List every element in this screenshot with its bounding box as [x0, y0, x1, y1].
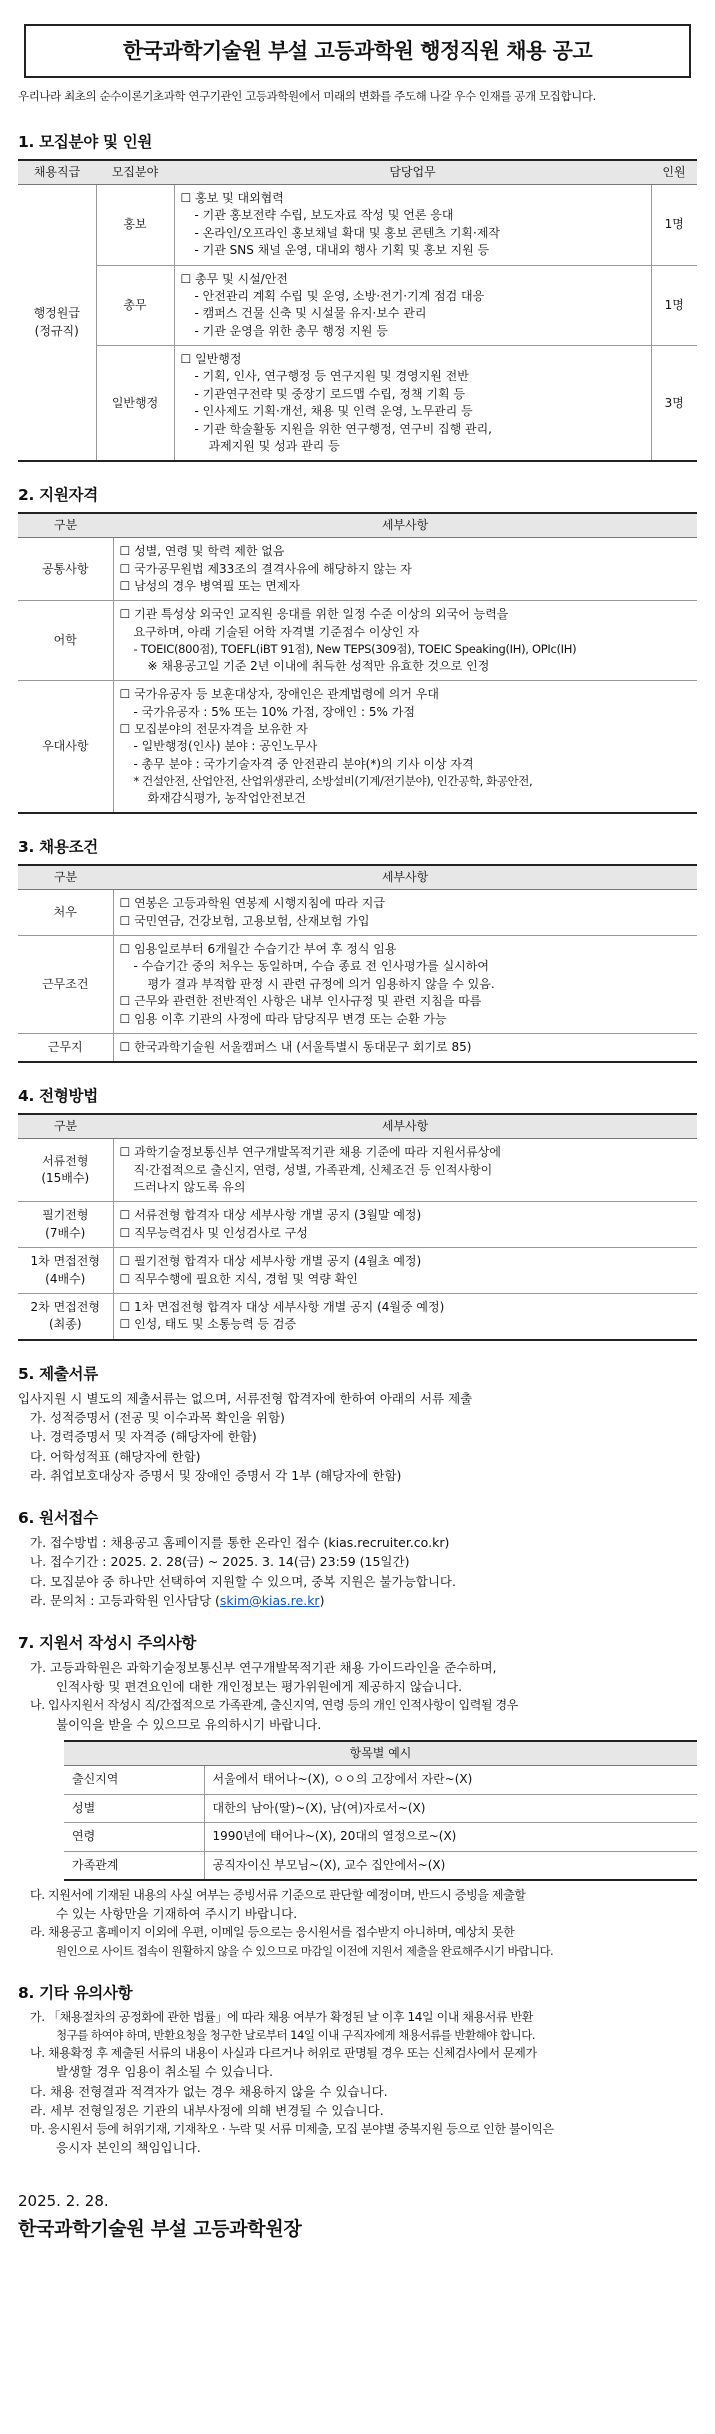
example-value: 공직자이신 부모님~(X), 교수 집안에서~(X) — [204, 1851, 697, 1880]
documents-block — [18, 1390, 697, 1485]
stage-name: 2차 면접전형 — [30, 1299, 100, 1314]
duty-line: - 안전관리 계획 수립 및 운영, 소방·전기·기계 점검 대응 — [194, 288, 485, 303]
stage-name: 1차 면접전형 — [30, 1254, 100, 1269]
row-label: 근무조건 — [18, 935, 113, 1033]
col-details: 세부사항 — [113, 513, 697, 538]
stage-name: 서류전형 — [42, 1153, 89, 1168]
section-4-heading: 4. 전형방법 — [18, 1087, 98, 1106]
detail-line: ☐ 과학기술정보통신부 연구개발목적기관 채용 기준에 따라 지원서류상에 — [119, 1145, 501, 1160]
application-item: 나. 접수기간 : 2025. 2. 28(금) ~ 2025. 3. 14(금) 23:59 (15일간) — [30, 1554, 410, 1570]
section-2-heading: 2. 지원자격 — [18, 486, 98, 505]
detail-line: ☐ 필기전형 합격자 대상 세부사항 개별 공지 (4월초 예정) — [119, 1254, 422, 1269]
stage-label — [18, 1293, 113, 1339]
row-label: 처우 — [18, 890, 113, 936]
detail-line: ☐ 한국과학기술원 서울캠퍼스 내 (서울특별시 동대문구 회기로 85) — [119, 1039, 472, 1054]
detail-line: ☐ 1차 면접전형 합격자 대상 세부사항 개별 공지 (4월중 예정) — [119, 1299, 445, 1314]
stage-ratio: (15배수) — [41, 1171, 90, 1186]
note-item: 가. 「채용절차의 공정화에 관한 법률」에 따라 채용 여부가 확정된 날 이후 14일 이내 채용서류 반환 — [30, 2009, 533, 2024]
duties-cell — [174, 346, 651, 462]
stage-label — [18, 1139, 113, 1202]
details-cell — [113, 1033, 697, 1062]
conditions-table — [18, 864, 697, 1064]
note-item: 청구를 하여야 하며, 반환요청을 청구한 날로부터 14일 이내 구직자에게 채용서류를 반환해야 합니다. — [56, 2028, 536, 2043]
signature: 한국과학기술원 부설 고등과학원장 — [18, 2218, 302, 2241]
caution-block — [18, 1659, 697, 1959]
details-cell — [113, 1248, 697, 1294]
duty-line: ☐ 일반행정 — [180, 352, 242, 367]
col-category: 구분 — [18, 513, 113, 538]
detail-line: ☐ 직무수행에 필요한 지식, 경험 및 역량 확인 — [119, 1271, 358, 1286]
example-key: 연령 — [64, 1823, 204, 1851]
duty-line: - 캠퍼스 건물 신축 및 시설물 유지·보수 관리 — [194, 306, 427, 321]
detail-line: ☐ 임용일로부터 6개월간 수습기간 부여 후 정식 임용 — [119, 941, 397, 956]
document-item: 나. 경력증명서 및 자격증 (해당자에 한함) — [30, 1429, 257, 1445]
detail-line: ☐ 임용 이후 기관의 사정에 따라 담당직무 변경 또는 순환 가능 — [119, 1011, 447, 1026]
details-cell — [113, 1202, 697, 1248]
announcement-date: 2025. 2. 28. — [18, 2192, 109, 2211]
page-title: 한국과학기술원 부설 고등과학원 행정직원 채용 공고 — [24, 24, 691, 78]
detail-line: ☐ 남성의 경우 병역필 또는 면제자 — [119, 579, 301, 594]
detail-line: - 일반행정(인사) 분야 : 공인노무사 — [133, 739, 318, 754]
section-5-heading: 5. 제출서류 — [18, 1364, 98, 1383]
duty-line: - 기관 홍보전략 수립, 보도자료 작성 및 언론 응대 — [194, 208, 454, 223]
duty-line: - 기관 SNS 채널 운영, 대내외 행사 기획 및 홍보 지원 등 — [194, 243, 490, 258]
detail-line: * 건설안전, 산업안전, 산업위생관리, 소방설비(기계/전기분야), 인간공학, 화공안전, — [133, 774, 533, 789]
document-item: 라. 취업보호대상자 증명서 및 장애인 증명서 각 1부 (해당자에 한함) — [30, 1467, 402, 1483]
note-item: 발생할 경우 임용이 취소될 수 있습니다. — [56, 2064, 274, 2080]
note-item: 응시자 본인의 책임입니다. — [56, 2140, 201, 2156]
note-item: 라. 세부 전형일정은 기관의 내부사정에 의해 변경될 수 있습니다. — [30, 2102, 384, 2118]
section-8-heading: 8. 기타 유의사항 — [18, 1983, 133, 2002]
caution-item: 불이익을 받을 수 있으므로 유의하시기 바랍니다. — [56, 1716, 322, 1732]
col-grade: 채용직급 — [18, 160, 96, 185]
caution-item: 나. 입사지원서 작성시 직/간접적으로 가족관계, 출신지역, 연령 등의 개인 인적사항이 입력될 경우 — [30, 1698, 518, 1713]
application-item: 가. 접수방법 : 채용공고 홈페이지를 통한 온라인 접수 (kias.recruiter.co.kr) — [30, 1535, 450, 1551]
application-block — [18, 1534, 697, 1610]
detail-line: - TOEIC(800점), TOEFL(iBT 91점), New TEPS(309점), TOEIC Speaking(IH), OPIc(IH) — [133, 642, 577, 657]
notes-block — [18, 2009, 697, 2157]
count-cell: 1명 — [651, 265, 697, 346]
detail-line: 요구하며, 아래 기술된 어학 자격별 기준점수 이상인 자 — [133, 624, 420, 639]
detail-line: ☐ 기관 특성상 외국인 교직원 응대를 위한 일정 수준 이상의 외국어 능력을 — [119, 607, 509, 622]
intro-text: 우리나라 최초의 순수이론기초과학 연구기관인 고등과학원에서 미래의 변화를 주도해 나갈 우수 인재를 공개 모집합니다. — [18, 89, 596, 104]
detail-line: ☐ 국가공무원법 제33조의 결격사유에 해당하지 않는 자 — [119, 561, 412, 576]
grade-sub-label: (정규직) — [34, 323, 79, 338]
details-cell — [113, 681, 697, 814]
example-value: 서울에서 태어나~(X), ㅇㅇ의 고장에서 자란~(X) — [204, 1766, 697, 1794]
field-cell: 총무 — [96, 265, 174, 346]
stage-name: 필기전형 — [42, 1208, 89, 1223]
duty-line: - 기관 학술활동 지원을 위한 연구행정, 연구비 집행 관리, — [194, 421, 493, 436]
caution-item: 라. 채용공고 홈페이지 이외에 우편, 이메일 등으로는 응시원서를 접수받지 아니하며, 예상치 못한 — [30, 1925, 515, 1940]
contact-prefix: 라. 문의처 : 고등과학원 인사담당 ( — [30, 1592, 220, 1608]
row-label: 근무지 — [18, 1033, 113, 1062]
detail-line: ☐ 서류전형 합격자 대상 세부사항 개별 공지 (3월말 예정) — [119, 1208, 422, 1223]
detail-line: 드러나지 않도록 유의 — [133, 1179, 246, 1194]
grade-label: 행정원급 — [33, 306, 80, 321]
recruitment-table — [18, 159, 697, 463]
example-value: 1990년에 태어나~(X), 20대의 열정으로~(X) — [204, 1823, 697, 1851]
section-7-heading: 7. 지원서 작성시 주의사항 — [18, 1633, 197, 1652]
duty-line: - 기관연구전략 및 중장기 로드맵 수립, 정책 기획 등 — [194, 386, 466, 401]
detail-line: 화재감식평가, 농작업안전보건 — [147, 790, 306, 805]
detail-line: ☐ 인성, 태도 및 소통능력 등 검증 — [119, 1317, 297, 1332]
detail-line: - 국가유공자 : 5% 또는 10% 가점, 장애인 : 5% 가점 — [133, 704, 415, 719]
application-item: 다. 모집분야 중 하나만 선택하여 지원할 수 있으며, 중복 지원은 불가능합니다. — [30, 1573, 456, 1589]
detail-line: - 총무 분야 : 국가기술자격 중 안전관리 분야(*)의 기사 이상 자격 — [133, 756, 474, 771]
count-cell: 3명 — [651, 346, 697, 462]
details-cell — [113, 601, 697, 681]
stage-ratio: (7배수) — [45, 1225, 86, 1240]
example-key: 성별 — [64, 1794, 204, 1822]
examples-table — [64, 1740, 697, 1881]
col-count: 인원 — [651, 160, 697, 185]
note-item: 나. 채용확정 후 제출된 서류의 내용이 사실과 다르거나 허위로 판명될 경우 또는 신체검사에서 문제가 — [30, 2046, 537, 2061]
example-key: 가족관계 — [64, 1851, 204, 1880]
example-key: 출신지역 — [64, 1766, 204, 1794]
contact-suffix: ) — [319, 1592, 325, 1608]
duty-line: - 기획, 인사, 연구행정 등 연구지원 및 경영지원 전반 — [194, 369, 469, 384]
row-label: 우대사항 — [18, 681, 113, 814]
stage-label — [18, 1248, 113, 1294]
field-cell: 홍보 — [96, 184, 174, 265]
row-label: 공통사항 — [18, 538, 113, 601]
detail-line: ☐ 성별, 연령 및 학력 제한 없음 — [119, 544, 285, 559]
duties-cell — [174, 265, 651, 346]
section-1-heading: 1. 모집분야 및 인원 — [18, 133, 153, 152]
stage-label — [18, 1202, 113, 1248]
duty-line: - 인사제도 기획·개선, 채용 및 인력 운영, 노무관리 등 — [194, 404, 473, 419]
example-value: 대한의 남아(딸)~(X), 남(여)자로서~(X) — [204, 1794, 697, 1822]
detail-line: ☐ 모집분야의 전문자격을 보유한 자 — [119, 722, 308, 737]
details-cell — [113, 538, 697, 601]
col-duties: 담당업무 — [174, 160, 651, 185]
detail-line: ☐ 국민연금, 건강보험, 고용보험, 산재보험 가입 — [119, 913, 370, 928]
stage-ratio: (최종) — [48, 1317, 82, 1332]
col-category: 구분 — [18, 1114, 113, 1139]
detail-line: ※ 채용공고일 기준 2년 이내에 취득한 성적만 유효한 것으로 인정 — [147, 658, 490, 673]
detail-line: ☐ 근무와 관련한 전반적인 사항은 내부 인사규정 및 관련 지침을 따름 — [119, 994, 482, 1009]
duty-line: ☐ 총무 및 시설/안전 — [180, 271, 288, 286]
row-label: 어학 — [18, 601, 113, 681]
section-6-heading: 6. 원서접수 — [18, 1508, 98, 1527]
detail-line: 평가 결과 부적합 판정 시 관련 규정에 의거 임용하지 않을 수 있음. — [147, 976, 495, 991]
qualification-table — [18, 512, 697, 814]
details-cell — [113, 890, 697, 936]
examples-header: 항목별 예시 — [64, 1741, 697, 1766]
duty-line: - 기관 운영을 위한 총무 행정 지원 등 — [194, 323, 388, 338]
details-cell — [113, 1139, 697, 1202]
field-cell: 일반행정 — [96, 346, 174, 462]
contact-email-link[interactable]: skim@kias.re.kr — [219, 1592, 320, 1608]
detail-line: ☐ 연봉은 고등과학원 연봉제 시행지침에 따라 지급 — [119, 896, 385, 911]
col-details: 세부사항 — [113, 865, 697, 890]
document-item: 가. 성적증명서 (전공 및 이수과목 확인을 위함) — [30, 1410, 285, 1426]
duty-line: - 온라인/오프라인 홍보채널 확대 및 홍보 콘텐츠 기획·제작 — [194, 225, 501, 240]
grade-cell — [18, 184, 96, 461]
col-category: 구분 — [18, 865, 113, 890]
details-cell — [113, 935, 697, 1033]
duties-cell — [174, 184, 651, 265]
selection-table — [18, 1113, 697, 1341]
caution-item: 원인으로 사이트 접속이 원활하지 않을 수 있으므로 마감일 이전에 지원서 제출을 완료해주시기 바랍니다. — [56, 1943, 554, 1958]
caution-item: 가. 고등과학원은 과학기술정보통신부 연구개발목적기관 채용 가이드라인을 준수하며, — [30, 1660, 497, 1676]
duty-line: 과제지원 및 성과 관리 등 — [208, 439, 340, 454]
detail-line: ☐ 직무능력검사 및 인성검사로 구성 — [119, 1225, 308, 1240]
stage-ratio: (4배수) — [45, 1271, 86, 1286]
detail-line: - 수습기간 중의 처우는 동일하며, 수습 종료 전 인사평가를 실시하여 — [133, 959, 489, 974]
caution-item: 수 있는 사항만을 기재하여 주시기 바랍니다. — [56, 1906, 298, 1922]
col-details: 세부사항 — [113, 1114, 697, 1139]
details-cell — [113, 1293, 697, 1339]
detail-line: ☐ 국가유공자 등 보훈대상자, 장애인은 관계법령에 의거 우대 — [119, 687, 439, 702]
count-cell: 1명 — [651, 184, 697, 265]
documents-lead: 입사지원 시 별도의 제출서류는 없으며, 서류전형 합격자에 한하여 아래의 서류 제출 — [18, 1391, 473, 1407]
section-3-heading: 3. 채용조건 — [18, 838, 98, 857]
col-field: 모집분야 — [96, 160, 174, 185]
note-item: 다. 채용 전형결과 적격자가 없는 경우 채용하지 않을 수 있습니다. — [30, 2083, 388, 2099]
contact-item — [18, 1592, 697, 1610]
caution-item: 다. 지원서에 기재된 내용의 사실 여부는 증빙서류 기준으로 판단할 예정이며, 반드시 증빙을 제출할 — [30, 1887, 526, 1902]
caution-item: 인적사항 및 편견요인에 대한 개인정보는 평가위원에게 제공하지 않습니다. — [56, 1679, 463, 1695]
document-item: 다. 어학성적표 (해당자에 한함) — [30, 1448, 201, 1464]
note-item: 마. 응시원서 등에 허위기재, 기재착오 · 누락 및 서류 미제출, 모집 분야별 중복지원 등으로 인한 불이익은 — [30, 2121, 554, 2136]
detail-line: 직·간접적으로 출신지, 연령, 성별, 가족관계, 신체조건 등 인적사항이 — [133, 1162, 493, 1177]
duty-line: ☐ 홍보 및 대외협력 — [180, 190, 284, 205]
